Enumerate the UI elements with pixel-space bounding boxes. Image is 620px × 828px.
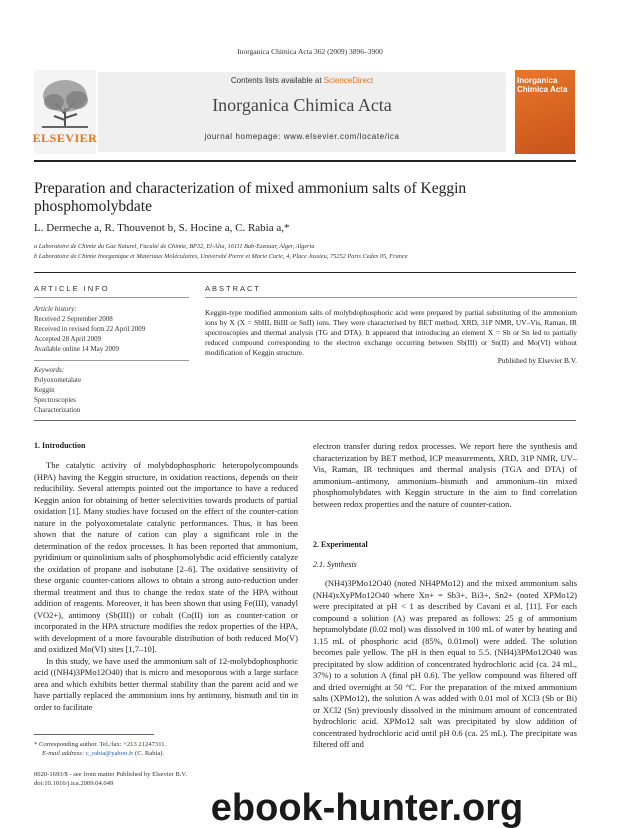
subsection-synthesis-heading: 2.1. Synthesis — [313, 560, 357, 569]
doi-line[interactable]: doi:10.1016/j.ica.2009.04.049 — [34, 780, 114, 787]
sciencedirect-link[interactable]: ScienceDirect — [323, 76, 374, 85]
history-accepted: Accepted 28 April 2009 — [34, 335, 102, 343]
keyword-item: Polyoxometalate — [34, 376, 82, 384]
right-column-synthesis — [313, 578, 577, 751]
history-revised: Received in revised form 22 April 2009 — [34, 325, 146, 333]
footnote-block — [34, 740, 298, 758]
history-label: Article history: — [34, 305, 77, 313]
issn-doi-block — [34, 770, 334, 788]
synthesis-paragraph: (NH4)3PMo12O40 (noted NH4PMo12) and the mixed ammonium salts (NH4)xXyPMo12O40 where Xn+ = Sb3+, Bi3+, Sn2+ (noted XPMo12) were precipitated at pH < 1 as described by Cavani et al. [11]. For each compound a solution (A) was prepared as follows: 25 g of ammonium heptamolybdate (0.02 mol) was dissolved in 100 mL of water by heating and 1.15 mL of phosphoric acid (85%, 0.01mol) were added. The solution becomes pale yellow. The pH is then equal to 5.5. (NH4)3PMo12O40 was precipitated by slow addition of concentrated hydrochloric acid (ca. 24 mL, 37%) to a solution A (final pH 0.6). The yellow compound was filtered off and dried overnight at 50 °C. For the preparation of the mixed ammonium salts (XPMo12), the solution A was added with 0.01 mol of XCl3 (Sb or Bi) or XCl2 (Sn) previously dissolved in the minimum amount of concentrated hydrochloric acid. XPMo12 salt was precipitated by slow addition of concentrated hydrochloric acid until pH 0.6 (ca. 25 mL). The precipitate was filtered off and — [313, 578, 577, 749]
cover-title-line2: Chimica Acta — [517, 85, 568, 94]
corresponding-author-note: * Corresponding author. Tel./fax: +213 21247311. — [34, 741, 167, 748]
email-line — [34, 749, 298, 758]
email-link[interactable]: c_rabia@yahoo.fr — [85, 750, 134, 757]
intro-paragraph-2: In this study, we have used the ammonium salt of 12-molybdophosphoric acid ((NH4)3PMo12O40) that is micro and mesoporous with a large surface area and which exhibits better thermal stability than the parent acid and we have partially replaced the ammonium ions by antimony, bismuth and tin in order to facilitate — [34, 655, 298, 712]
article-info-rule — [34, 297, 189, 298]
keywords-block — [34, 365, 194, 415]
article-title: Preparation and characterization of mixed ammonium salts of Keggin phosphomolybdate — [34, 180, 467, 215]
journal-citation: Inorganica Chimica Acta 362 (2009) 3896–3900 — [237, 47, 383, 56]
history-online: Available online 14 May 2009 — [34, 345, 120, 353]
section-introduction-heading: 1. Introduction — [34, 441, 86, 450]
affiliation-a: a Laboratoire de Chimie du Gaz Naturel, Faculté de Chimie, BP32, El-Alia, 16111 Bab-Ezzouar, Alger, Algeria — [34, 243, 315, 250]
article-info-heading: ARTICLE INFO — [34, 284, 110, 293]
header-rule — [34, 160, 576, 162]
elsevier-wordmark: ELSEVIER — [32, 131, 98, 145]
keywords-label: Keywords: — [34, 366, 65, 374]
contents-line — [98, 76, 506, 85]
abstract-rule — [205, 297, 577, 298]
abstract-text: Keggin-type modified ammonium salts of molybdophosphoric acid were prepared by partial substituting of the ammonium ions by X (X = SbIII, BiIII or SnII) ions. They were characterised by BET method, XRD, 31P NMR, UV–Vis, Raman, IR spectroscopies and thermal analysis (TG and DTA). It appeared that introducing an element X = Sb or Sn led to partially reduced compound corresponding to the electron exchange occurring between Sb(III) or Sn(II) and Mo(VI) without modification of Keggin structure. — [205, 308, 577, 357]
keyword-item: Characterization — [34, 406, 81, 414]
journal-name: Inorganica Chimica Acta — [212, 95, 392, 115]
contents-prefix: Contents lists available at — [230, 76, 324, 85]
watermark-text: ebook-hunter.org — [210, 788, 524, 828]
abstract-bottom-rule — [34, 420, 576, 421]
cover-title-line1: Inorganica — [517, 76, 558, 85]
email-suffix: (C. Rabia). — [133, 750, 165, 757]
affiliation-b: b Laboratoire de Chimie Inorganique et Matériaux Moléculaires, Université Pierre et Marie Curie, 4, Place Jussieu, 75252 Paris Cedex 05, France — [34, 253, 408, 260]
journal-cover-title — [517, 76, 573, 94]
intro-paragraph-1: The catalytic activity of molybdophosphoric heteropolycompounds (HPA) having the Keggin structure, in oxidation reactions, depends on their reducibility. Several attempts pointed out the importance to have a reduced Keggin anion for obtaining of better selectivities towards products of partial oxidation [1]. Many studies have focused on the effect of the counter-cation nature in the polyoxometalate catalytic performances. Thus, it has been shown that the nature of cation can play a significant role in the determination of the redox processes. It has been reported that ammonium, pyridinium or quinolinium salts of phosphomolybdic acid efficiently catalyze the oxidation of propane and isobutane [2–6]. The oxidative sensitivity of these organic counter-cations allows to obtain a strong auto-reduction under thermal treatment and thus to change the redox state of the HPA without addition of reagents. Moreover, it has been shown that using Fe(III), vanadyl (VO2+), antimony (Sb(III)) or cobalt (Co(II) ion as counter-cation or incorporated in the HPA structure modifies the redox properties of the HPA, with development of a more favourable distribution of both reduced Mo(V) and oxidized Mo(VI) sites [1,7–10]. — [34, 460, 298, 654]
article-authors: L. Dermeche a, R. Thouvenot b, S. Hocine a, C. Rabia a,* — [34, 222, 290, 234]
email-label: E-mail address: — [42, 750, 86, 757]
journal-homepage[interactable]: journal homepage: www.elsevier.com/locate/ica — [204, 132, 400, 141]
left-column — [34, 460, 298, 713]
history-received: Received 2 September 2008 — [34, 315, 113, 323]
section-experimental-heading: 2. Experimental — [313, 540, 368, 549]
history-rule — [34, 360, 189, 361]
abstract-publisher: Published by Elsevier B.V. — [497, 356, 577, 365]
affiliation-rule — [34, 272, 576, 273]
issn-line: 0020-1693/$ - see front matter Published by Elsevier B.V. — [34, 771, 187, 778]
footnote-rule — [34, 734, 154, 735]
article-history — [34, 304, 194, 354]
right-column-top — [313, 441, 577, 510]
abstract-heading: ABSTRACT — [205, 284, 262, 293]
watermark — [132, 788, 602, 828]
intro-continuation: electron transfer during redox processes. We report here the synthesis and characterization by BET method, ICP measurements, XRD, 31P NMR, UV–Vis, Raman, IR techniques and thermal analysis (TGA and DTA) of ammonium–antimony, ammonium–bismuth and ammonium–tin mixed phosphomolybdates with Keggin structure in the aim to find correlation between redox properties and the nature of counter-cation. — [313, 441, 577, 509]
keyword-item: Spectroscopies — [34, 396, 76, 404]
keyword-item: Keggin — [34, 386, 55, 394]
